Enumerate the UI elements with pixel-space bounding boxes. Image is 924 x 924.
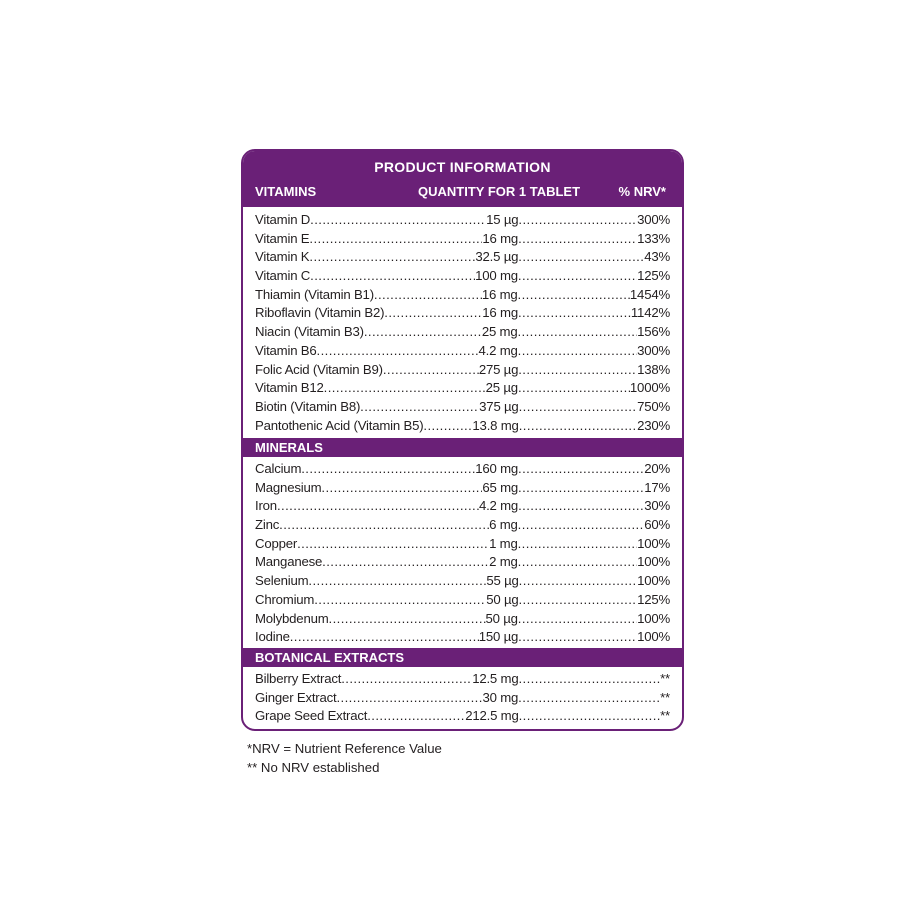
nutrient-nrv: ** <box>660 671 670 686</box>
nutrient-nrv: 30% <box>644 498 670 514</box>
dot-leader <box>308 572 486 591</box>
dot-leader <box>367 707 465 726</box>
no-nrv-note: ** No NRV established <box>247 760 380 775</box>
vitamins-list <box>243 207 682 436</box>
nutrient-quantity: 6 mg <box>489 517 518 533</box>
dot-leader <box>519 398 637 417</box>
dot-leader <box>519 572 637 591</box>
nutrient-row <box>255 610 670 629</box>
dot-leader <box>518 460 644 479</box>
nutrient-name: Folic Acid (Vitamin B9) <box>255 361 383 377</box>
nutrient-nrv: 300% <box>637 342 670 358</box>
nutrient-quantity: 275 µg <box>478 361 519 377</box>
nutrient-name: Zinc <box>255 517 280 533</box>
nutrient-quantity: 4.2 mg <box>478 498 519 514</box>
nutrient-name: Iodine <box>255 629 290 645</box>
nutrient-nrv: 100% <box>637 610 670 626</box>
nutrient-row <box>255 479 670 498</box>
dot-leader <box>383 361 479 380</box>
nutrient-row <box>255 398 670 417</box>
dot-leader <box>518 670 660 689</box>
dot-leader <box>279 516 489 535</box>
nutrient-row <box>255 516 670 535</box>
dot-leader <box>314 591 486 610</box>
dot-leader <box>518 248 644 267</box>
nutrient-quantity: 25 µg <box>485 380 518 396</box>
dot-leader <box>277 497 479 516</box>
dot-leader <box>309 248 475 267</box>
nutrient-nrv: 17% <box>644 479 670 495</box>
nutrient-quantity: 50 µg <box>486 591 519 607</box>
nutrient-quantity: 12.5 mg <box>472 671 519 686</box>
nutrient-quantity: 16 mg <box>481 286 518 302</box>
nutrient-row <box>255 304 670 323</box>
footnotes <box>247 739 442 777</box>
nutrient-nrv: 156% <box>637 324 670 340</box>
nutrient-nrv: 125% <box>637 268 670 284</box>
nutrient-name: Bilberry Extract <box>255 671 342 686</box>
nutrient-name: Chromium <box>255 591 315 607</box>
dot-leader <box>518 610 637 629</box>
nutrient-quantity: 4.2 mg <box>478 342 518 358</box>
nutrient-row <box>255 230 670 249</box>
nutrient-quantity: 55 µg <box>486 573 519 589</box>
dot-leader <box>317 342 479 361</box>
dot-leader <box>517 323 637 342</box>
nutrient-row <box>255 211 670 230</box>
nutrient-nrv: 133% <box>637 230 670 246</box>
nutrient-name: Riboflavin (Vitamin B2) <box>255 305 385 321</box>
dot-leader <box>301 460 475 479</box>
column-headers <box>243 184 682 202</box>
nutrient-row <box>255 572 670 591</box>
nutrient-row <box>255 707 670 726</box>
nutrient-nrv: 750% <box>637 398 670 414</box>
nutrient-name: Vitamin C <box>255 268 311 284</box>
nutrient-row <box>255 460 670 479</box>
nutrient-nrv: 100% <box>637 573 670 589</box>
dot-leader <box>518 591 637 610</box>
nutrient-row <box>255 670 670 689</box>
nutrient-nrv: 100% <box>637 629 670 645</box>
nutrient-nrv: 100% <box>637 554 670 570</box>
nutrient-quantity: 30 mg <box>482 689 519 705</box>
nutrient-row <box>255 342 670 361</box>
botanical-extracts-list <box>243 667 682 726</box>
minerals-section-header: MINERALS <box>243 438 682 457</box>
nutrient-name: Iron <box>255 498 277 514</box>
nutrient-name: Ginger Extract <box>255 689 337 705</box>
dot-leader <box>518 304 631 323</box>
nutrient-name: Grape Seed Extract <box>255 708 368 724</box>
dot-leader <box>321 479 482 498</box>
dot-leader <box>310 211 486 230</box>
nutrient-nrv: ** <box>660 689 670 705</box>
nutrient-quantity: 150 µg <box>478 629 519 645</box>
nutrient-row <box>255 248 670 267</box>
dot-leader <box>518 535 637 554</box>
nutrient-nrv: 138% <box>637 361 670 377</box>
nutrient-quantity: 15 µg <box>486 212 519 227</box>
dot-leader <box>360 398 479 417</box>
dot-leader <box>423 417 472 436</box>
dot-leader <box>309 230 482 249</box>
nutrient-row <box>255 267 670 286</box>
nutrient-name: Magnesium <box>255 479 322 495</box>
nutrient-quantity: 50 µg <box>485 610 518 626</box>
nutrient-name: Molybdenum <box>255 610 329 626</box>
nutrient-quantity: 16 mg <box>482 230 519 246</box>
dot-leader <box>518 267 637 286</box>
nutrient-nrv: 300% <box>637 212 670 227</box>
nrv-definition-note: *NRV = Nutrient Reference Value <box>247 741 442 756</box>
dot-leader <box>518 497 644 516</box>
dot-leader <box>518 342 637 361</box>
nutrient-nrv: 1000% <box>629 380 670 396</box>
nutrient-nrv: 1454% <box>629 286 670 302</box>
botanical-extracts-section-header: BOTANICAL EXTRACTS <box>243 648 682 667</box>
dot-leader <box>518 379 630 398</box>
panel-header <box>243 151 682 207</box>
dot-leader <box>518 361 637 380</box>
nutrient-row <box>255 497 670 516</box>
nutrient-name: Selenium <box>255 573 309 589</box>
nutrient-quantity: 2 mg <box>489 554 518 570</box>
nutrient-quantity: 25 mg <box>481 324 518 340</box>
dot-leader <box>329 610 486 629</box>
dot-leader <box>297 535 489 554</box>
nutrient-quantity: 212.5 mg <box>465 708 519 724</box>
nutrient-name: Biotin (Vitamin B8) <box>255 398 361 414</box>
vitamins-column-header: VITAMINS <box>255 184 317 199</box>
nutrient-name: Niacin (Vitamin B3) <box>255 324 364 340</box>
nrv-column-header: % NRV* <box>618 184 666 199</box>
nutrient-row <box>255 286 670 305</box>
nutrient-quantity: 160 mg <box>475 461 519 476</box>
nutrient-nrv: 60% <box>644 517 670 533</box>
nutrient-name: Thiamin (Vitamin B1) <box>255 286 374 302</box>
nutrient-quantity: 375 µg <box>479 398 519 414</box>
nutrient-nrv: 1142% <box>630 305 670 321</box>
nutrient-name: Manganese <box>255 554 323 570</box>
panel-title: PRODUCT INFORMATION <box>374 159 551 175</box>
nutrient-row <box>255 417 670 436</box>
nutrient-quantity: 65 mg <box>482 479 519 495</box>
dot-leader <box>518 628 637 647</box>
dot-leader <box>519 707 661 726</box>
nutrient-quantity: 1 mg <box>489 535 518 551</box>
dot-leader <box>341 670 472 689</box>
dot-leader <box>336 689 482 708</box>
nutrient-quantity: 13.8 mg <box>472 417 519 433</box>
dot-leader <box>374 286 482 305</box>
dot-leader <box>310 267 475 286</box>
nutrient-row <box>255 591 670 610</box>
nutrient-name: Calcium <box>255 461 302 476</box>
dot-leader <box>518 211 637 230</box>
nutrient-name: Copper <box>255 535 298 551</box>
dot-leader <box>518 286 630 305</box>
nutrient-row <box>255 323 670 342</box>
minerals-list <box>243 457 682 646</box>
nutrient-row <box>255 553 670 572</box>
nutrient-nrv: 20% <box>644 461 670 476</box>
nutrient-quantity: 32.5 µg <box>475 249 519 265</box>
dot-leader <box>290 628 479 647</box>
dot-leader <box>518 479 644 498</box>
dot-leader <box>519 417 637 436</box>
nutrient-nrv: 43% <box>644 249 670 265</box>
nutrient-row <box>255 379 670 398</box>
dot-leader <box>384 304 482 323</box>
nutrient-quantity: 16 mg <box>482 305 518 321</box>
nutrient-row <box>255 535 670 554</box>
nutrient-nrv: 100% <box>637 535 670 551</box>
nutrient-nrv: ** <box>660 708 670 724</box>
nutrient-name: Vitamin D <box>255 212 311 227</box>
nutrient-name: Pantothenic Acid (Vitamin B5) <box>255 417 424 433</box>
dot-leader <box>518 689 660 708</box>
dot-leader <box>518 516 645 535</box>
nutrient-row <box>255 689 670 708</box>
dot-leader <box>518 230 637 249</box>
nutrient-row <box>255 361 670 380</box>
dot-leader <box>364 323 482 342</box>
nutrient-name: Vitamin K <box>255 249 310 265</box>
product-information-panel <box>241 149 684 731</box>
nutrient-nrv: 125% <box>637 591 670 607</box>
nutrient-row <box>255 628 670 647</box>
quantity-column-header: QUANTITY FOR 1 TABLET <box>418 184 581 199</box>
nutrient-nrv: 230% <box>637 417 670 433</box>
nutrient-name: Vitamin B12 <box>255 380 324 396</box>
dot-leader <box>322 553 489 572</box>
dot-leader <box>324 379 486 398</box>
nutrient-quantity: 100 mg <box>475 268 518 284</box>
nutrient-name: Vitamin B6 <box>255 342 317 358</box>
dot-leader <box>518 553 637 572</box>
nutrient-name: Vitamin E <box>255 230 310 246</box>
